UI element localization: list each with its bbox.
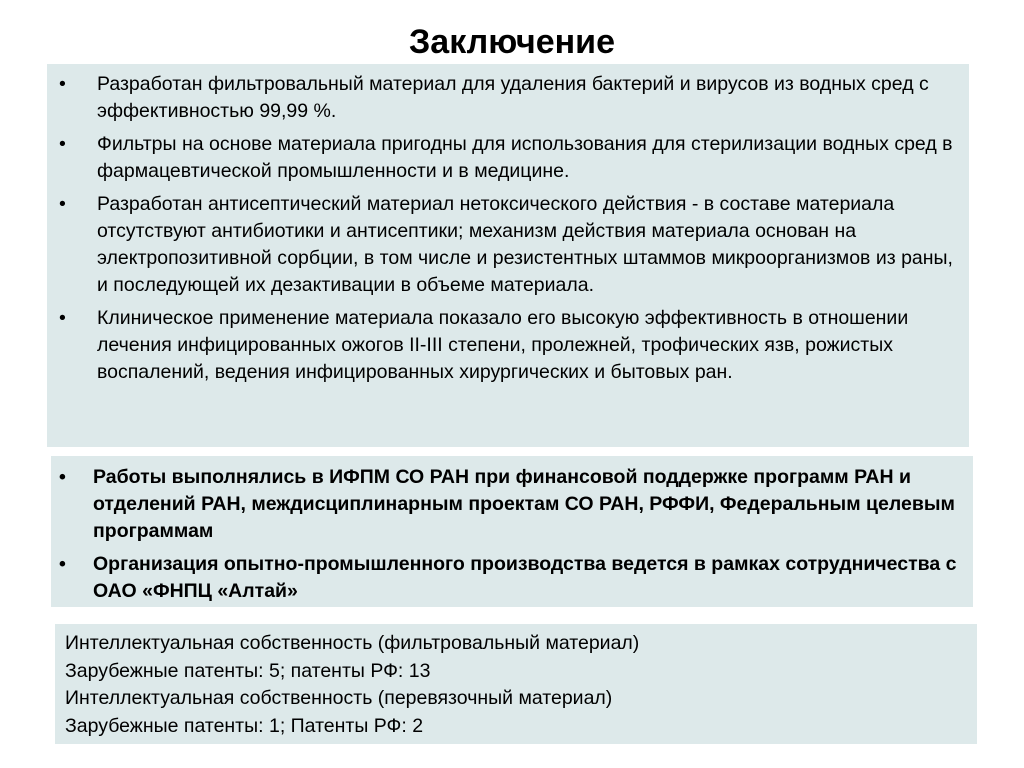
- bullet-icon: •: [59, 553, 66, 575]
- funding-list: [51, 456, 973, 605]
- list-item-text: Разработан антисептический материал нетоксического действия - в составе материала отсутствуют антибиотики и антисептики; механизм действия материала основан на электропозитивной сорбции, в том числе и резистентных штаммов микроорганизмов из раны, и последующей их дезактивации в объеме материала.: [97, 193, 953, 296]
- ip-box: [55, 624, 977, 744]
- list-item: [47, 131, 955, 185]
- ip-line: Зарубежные патенты: 5; патенты РФ: 13: [65, 659, 431, 682]
- page-title: Заключение: [409, 23, 615, 61]
- list-item-text: Работы выполнялись в ИФПМ СО РАН при финансовой поддержке программ РАН и отделений РАН, междисциплинарным проектам СО РАН, РФФИ, Федеральным целевым программам: [93, 466, 955, 542]
- list-item: [47, 191, 955, 299]
- results-list: [47, 64, 969, 386]
- bullet-icon: •: [59, 193, 66, 215]
- list-item: [47, 305, 955, 386]
- list-item: [47, 71, 955, 125]
- bullet-icon: •: [59, 466, 66, 488]
- list-item-text: Фильтры на основе материала пригодны для использования для стерилизации водных сред в фармацевтической промышленности и в медицине.: [97, 133, 953, 182]
- ip-lines: [55, 624, 977, 740]
- list-item-text: Организация опытно-промышленного производства ведется в рамках сотрудничества с ОАО «ФНПЦ «Алтай»: [93, 553, 957, 602]
- bullet-icon: •: [59, 307, 66, 329]
- ip-line: Интеллектуальная собственность (перевязочный материал): [65, 687, 613, 709]
- ip-line: Зарубежные патенты: 1; Патенты РФ: 2: [65, 714, 424, 737]
- list-item-text: Разработан фильтровальный материал для удаления бактерий и вирусов из водных сред с эффективностью 99,99 %.: [97, 73, 929, 122]
- bullet-icon: •: [59, 133, 66, 155]
- funding-box: [51, 456, 973, 607]
- results-box: [47, 64, 969, 447]
- bullet-icon: •: [59, 73, 66, 95]
- list-item-text: Клиническое применение материала показало его высокую эффективность в отношении лечения инфицированных ожогов II-III степени, пролежней, трофических язв, рожистых воспалений, ведения инфицированных хирургических и бытовых ран.: [97, 307, 909, 383]
- list-item: [51, 551, 959, 605]
- ip-line: Интеллектуальная собственность (фильтровальный материал): [65, 632, 640, 654]
- list-item: [51, 464, 959, 545]
